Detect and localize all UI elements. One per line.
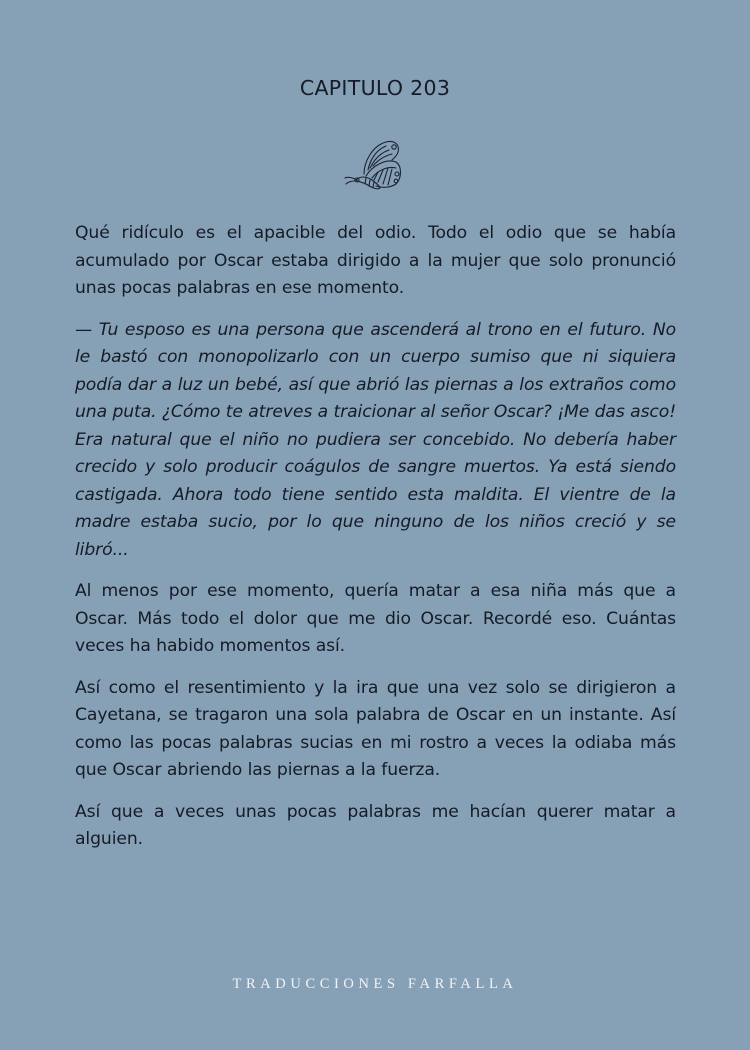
butterfly-icon (342, 136, 404, 192)
chapter-body (75, 220, 676, 868)
paragraph: Qué ridículo es el apacible del odio. Todo el odio que se había acumulado por Oscar estaba dirigido a la mujer que solo pronunció unas pocas palabras en ese momento. (75, 223, 676, 298)
translator-credit: TRADUCCIONES FARFALLA (232, 976, 518, 992)
paragraph: Al menos por ese momento, quería matar a esa niña más que a Oscar. Más todo el dolor que me dio Oscar. Recordé eso. Cuántas veces ha habido momentos así. (75, 581, 676, 656)
chapter-title: CAPITULO 203 (299, 76, 451, 100)
paragraph: Así que a veces unas pocas palabras me hacían querer matar a alguien. (75, 801, 676, 849)
paragraph: Así como el resentimiento y la ira que una vez solo se dirigieron a Cayetana, se tragaron una sola palabra de Oscar en un instante. Así como las pocas palabras sucias en mi rostro a veces la odiaba más que Oscar abriendo las piernas a la fuerza. (75, 677, 676, 780)
dialogue-paragraph: — Tu esposo es una persona que ascenderá al trono en el futuro. No le bastó con monopolizarlo con un cuerpo sumiso que ni siquiera podía dar a luz un bebé, así que abrió las piernas a los extraños como una puta. ¿Cómo te atreves a traicionar al señor Oscar? ¡Me das asco! Era natural que el niño no pudiera ser concebido. No debería haber crecido y solo producir coágulos de sangre muertos. Ya está siendo castigada. Ahora todo tiene sentido esta maldita. El vientre de la madre estaba sucio, por lo que ninguno de los niños creció y se libró... (75, 319, 676, 560)
